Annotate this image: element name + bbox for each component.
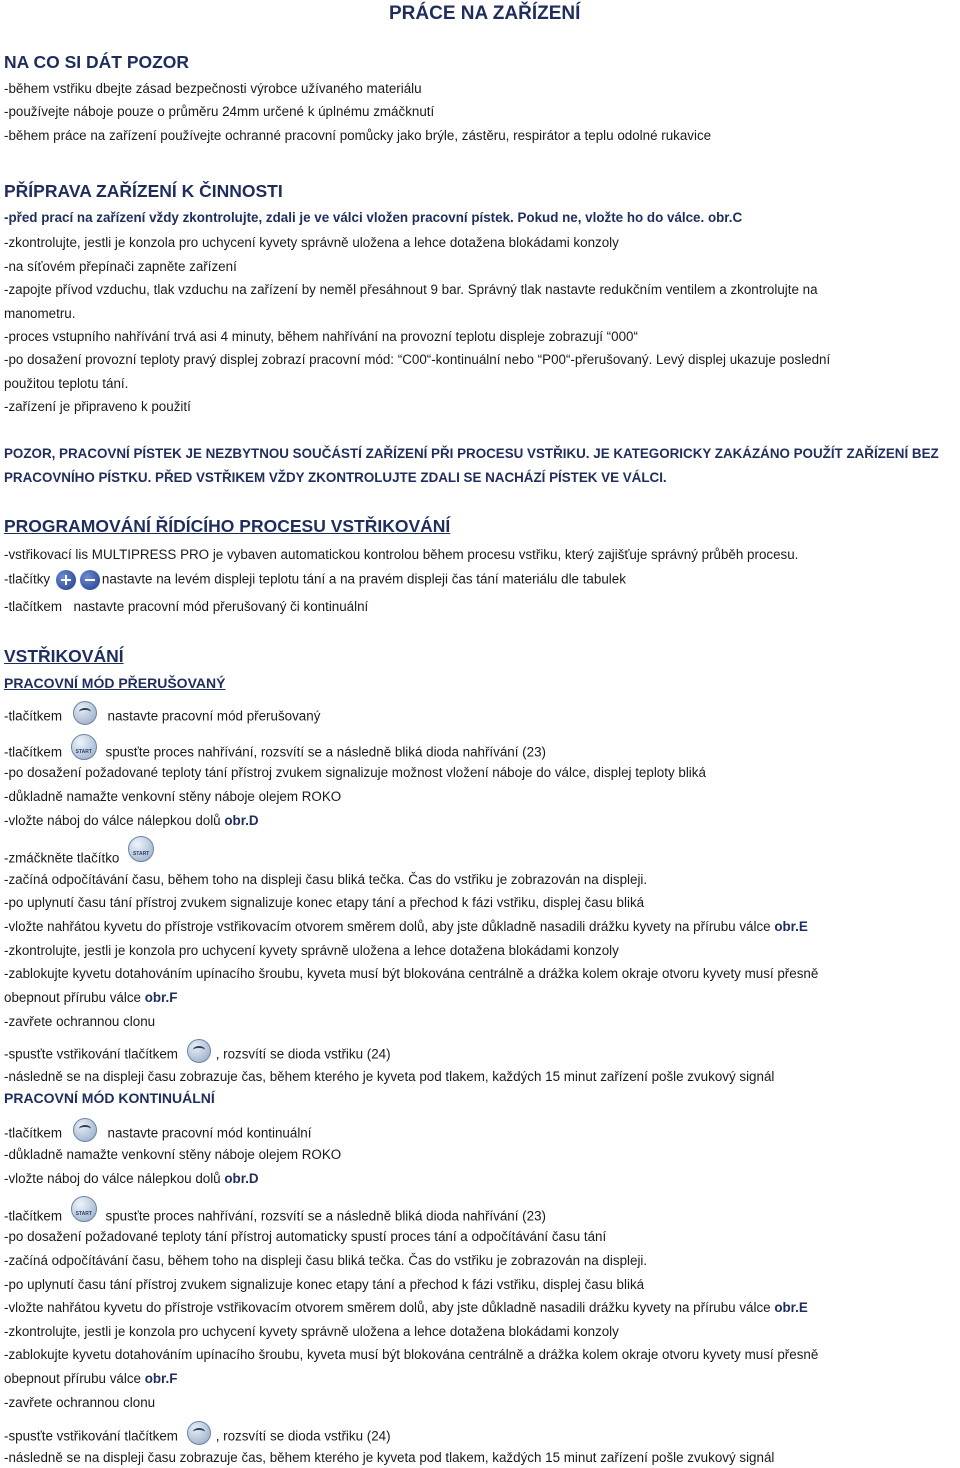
cont-start-prefix: -tlačítkem bbox=[4, 1208, 63, 1224]
cont-line-11: -následně se na displeji času zobrazuje čas, během kterého je kyveta pod tlakem, každých 15 minut zařízení pošle zvukový signál bbox=[4, 1450, 775, 1465]
inject-button-icon[interactable] bbox=[187, 1421, 211, 1445]
minus-button-icon[interactable] bbox=[80, 570, 100, 590]
int-press-line bbox=[4, 846, 159, 872]
cont-line-7: -zkontrolujte, jestli je konzola pro uchycení kyvety správně uložena a lehce dotažena blokádami konzoly bbox=[4, 1324, 619, 1339]
cont-mode-line bbox=[4, 1122, 311, 1146]
cont-line-9: obepnout přírubu válce obr.F bbox=[4, 1371, 178, 1386]
cont-line-5: -po uplynutí času tání přístroj zvukem signalizuje konec etapy tání a přechod k fázi vstřiku, displej času bliká bbox=[4, 1277, 645, 1292]
page-title: PRÁCE NA ZAŘÍZENÍ bbox=[389, 3, 581, 24]
int-start-line bbox=[4, 740, 546, 766]
heading-programming: PROGRAMOVÁNÍ ŘÍDÍCÍHO PROCESU VSTŘIKOVÁNÍ bbox=[4, 516, 451, 536]
cont-line-10: -zavřete ochrannou clonu bbox=[4, 1395, 156, 1410]
prep-line-5: -proces vstupního nahřívání trvá asi 4 minuty, během nahřívání na provozní teplotu displeje zobrazují “000“ bbox=[4, 329, 638, 344]
cont-inject-text: , rozsvítí se dioda vstřiku (24) bbox=[215, 1428, 391, 1444]
prog-mode-text: nastavte pracovní mód přerušovaný či kontinuální bbox=[73, 599, 369, 614]
heading-preparation: PŘÍPRAVA ZAŘÍZENÍ K ČINNOSTI bbox=[4, 181, 283, 201]
int-line-7: -zkontrolujte, jestli je konzola pro uchycení kyvety správně uložena a lehce dotažena blokádami konzoly bbox=[4, 943, 619, 958]
heading-interrupted-mode: PRACOVNÍ MÓD PŘERUŠOVANÝ bbox=[4, 675, 226, 691]
cont-line-3: -po dosažení požadované teploty tání přístroj automaticky spustí proces tání a odpočítávání času tání bbox=[4, 1229, 607, 1244]
int-line-6: -vložte nahřátou kyvetu do přístroje vstřikovacím otvorem směrem dolů, aby jste důkladně nasadili drážku kyvety na přírubu válce obr.E bbox=[4, 919, 808, 934]
prog-buttons-line bbox=[4, 570, 626, 590]
int-inject-text: , rozsvítí se dioda vstřiku (24) bbox=[215, 1046, 391, 1062]
int-line-8: -zablokujte kyvetu dotahováním upínacího šroubu, kyveta musí být blokována centrálně a drážka kolem okraje otvoru kyvety musí přesně bbox=[4, 966, 819, 981]
prog-buttons-text: nastavte na levém displeji teplotu tání a na pravém displeji čas tání materiálu dle tabulek bbox=[101, 571, 626, 587]
plus-button-icon[interactable] bbox=[56, 570, 76, 590]
int-line-10: -zavřete ochrannou clonu bbox=[4, 1014, 156, 1029]
int-line-2: -důkladně namažte venkovní stěny náboje olejem ROKO bbox=[4, 789, 342, 804]
cont-inject-line bbox=[4, 1425, 391, 1449]
start-button-icon[interactable]: START bbox=[71, 1196, 97, 1222]
safety-line-3: -během práce na zařízení používejte ochranné pracovní pomůcky jako brýle, zástěru, respirátor a teplu odolné rukavice bbox=[4, 128, 712, 143]
safety-line-1: -během vstřiku dbejte zásad bezpečnosti výrobce užívaného materiálu bbox=[4, 81, 422, 96]
prep-line-3: -zapojte přívod vzduchu, tlak vzduchu na zařízení by neměl přesáhnout 9 bar. Správný tlak nastavte redukčním ventilem a zkontrolujte na bbox=[4, 282, 818, 297]
prog-line-1: -vstřikovací lis MULTIPRESS PRO je vybaven automatickou kontrolou během procesu vstřiku, který zajišťuje správný průběh procesu. bbox=[4, 547, 799, 562]
warning-line-1: POZOR, PRACOVNÍ PÍSTEK JE NEZBYTNOU SOUČÁSTÍ ZAŘÍZENÍ PŘI PROCESU VSTŘIKU. JE KATEGORICKY ZAKÁZÁNO POUŽÍT ZAŘÍZENÍ BEZ bbox=[4, 446, 939, 461]
cont-mode-prefix: -tlačítkem bbox=[4, 1125, 63, 1141]
prep-line-4: manometru. bbox=[4, 306, 76, 321]
heading-injection: VSTŘIKOVÁNÍ bbox=[4, 646, 124, 666]
mode-button-icon[interactable] bbox=[73, 701, 97, 725]
safety-line-2: -používejte náboje pouze o průměru 24mm určené k úplnému zmáčknutí bbox=[4, 104, 435, 119]
cont-start-line bbox=[4, 1204, 546, 1230]
prep-line-8: -zařízení je připraveno k použití bbox=[4, 399, 191, 414]
cont-mode-text: nastavte pracovní mód kontinuální bbox=[107, 1125, 312, 1141]
cont-line-6: -vložte nahřátou kyvetu do přístroje vstřikovacím otvorem směrem dolů, aby jste důkladně nasadili drážku kyvety na přírubu válce obr.E bbox=[4, 1300, 808, 1315]
prep-bold-line: -před prací na zařízení vždy zkontrolujte, zdali je ve válci vložen pracovní pístek. Pokud ne, vložte ho do válce. obr.C bbox=[4, 210, 743, 225]
mode-button-icon[interactable] bbox=[73, 1118, 97, 1142]
int-line-4: -začíná odpočítávání času, během toho na displeji času bliká tečka. Čas do vstřiku je zobrazován na displeji. bbox=[4, 872, 648, 887]
int-inject-prefix: -spusťte vstřikování tlačítkem bbox=[4, 1046, 178, 1062]
heading-safety: NA CO SI DÁT POZOR bbox=[4, 52, 190, 72]
prog-mode-prefix: -tlačítkem bbox=[4, 599, 63, 614]
warning-line-2: PRACOVNÍHO PÍSTKU. PŘED VSTŘIKEM VŽDY ZKONTROLUJTE ZDALI SE NACHÁZÍ PÍSTEK VE VÁLCI. bbox=[4, 470, 667, 485]
prep-line-7: použitou teplotu tání. bbox=[4, 376, 129, 391]
cont-line-2: -vložte náboj do válce nálepkou dolů obr.D bbox=[4, 1171, 259, 1186]
int-start-prefix: -tlačítkem bbox=[4, 744, 63, 760]
prep-line-6: -po dosažení provozní teploty pravý displej zobrazí pracovní mód: “C00“-kontinuální nebo “P00“-přerušovaný. Levý displej ukazuje poslední bbox=[4, 352, 831, 367]
cont-line-4: -začíná odpočítávání času, během toho na displeji času bliká tečka. Čas do vstřiku je zobrazován na displeji. bbox=[4, 1253, 648, 1268]
cont-line-8: -zablokujte kyvetu dotahováním upínacího šroubu, kyveta musí být blokována centrálně a drážka kolem okraje otvoru kyvety musí přesně bbox=[4, 1347, 819, 1362]
int-line-1: -po dosažení požadované teploty tání přístroj zvukem signalizuje možnost vložení náboje do válce, displej teploty bliká bbox=[4, 765, 706, 780]
heading-continuous-mode: PRACOVNÍ MÓD KONTINUÁLNÍ bbox=[4, 1090, 215, 1106]
start-button-icon[interactable]: START bbox=[128, 836, 154, 862]
cont-inject-prefix: -spusťte vstřikování tlačítkem bbox=[4, 1428, 178, 1444]
int-mode-line bbox=[4, 705, 320, 729]
int-line-11: -následně se na displeji času zobrazuje čas, během kterého je kyveta pod tlakem, každých 15 minut zařízení pošle zvukový signál bbox=[4, 1069, 775, 1084]
int-mode-text: nastavte pracovní mód přerušovaný bbox=[107, 708, 321, 724]
int-line-3: -vložte náboj do válce nálepkou dolů obr.D bbox=[4, 813, 259, 828]
prep-line-2: -na síťovém přepínači zapněte zařízení bbox=[4, 259, 237, 274]
start-button-icon[interactable]: START bbox=[71, 734, 97, 760]
prep-line-1: -zkontrolujte, jestli je konzola pro uchycení kyvety správně uložena a lehce dotažena blokádami konzoly bbox=[4, 235, 619, 250]
int-mode-prefix: -tlačítkem bbox=[4, 708, 63, 724]
int-line-5: -po uplynutí času tání přístroj zvukem signalizuje konec etapy tání a přechod k fázi vstřiku, displej času bliká bbox=[4, 895, 645, 910]
int-line-9: obepnout přírubu válce obr.F bbox=[4, 990, 178, 1005]
int-start-text: spusťte proces nahřívání, rozsvítí se a následně bliká dioda nahřívání (23) bbox=[105, 744, 546, 760]
int-inject-line bbox=[4, 1043, 391, 1067]
cont-line-1: -důkladně namažte venkovní stěny náboje olejem ROKO bbox=[4, 1147, 342, 1162]
cont-start-text: spusťte proces nahřívání, rozsvítí se a následně bliká dioda nahřívání (23) bbox=[105, 1208, 546, 1224]
prog-buttons-prefix: -tlačítky bbox=[4, 571, 51, 587]
prog-mode-line bbox=[4, 598, 368, 616]
int-press-text: -zmáčkněte tlačítko bbox=[4, 850, 120, 866]
inject-button-icon[interactable] bbox=[187, 1039, 211, 1063]
